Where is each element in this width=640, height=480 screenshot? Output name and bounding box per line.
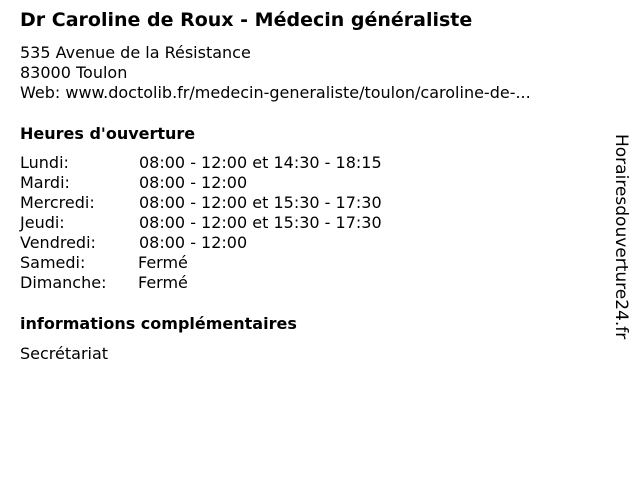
day-hours: 08:00 - 12:00 xyxy=(139,233,248,252)
info-heading: informations complémentaires xyxy=(20,314,297,333)
day-hours: Fermé xyxy=(138,253,188,272)
day-label: Dimanche: xyxy=(20,273,107,292)
info-text: Secrétariat xyxy=(20,344,109,363)
address-web: Web: www.doctolib.fr/medecin-generaliste/toulon/caroline-de-... xyxy=(20,83,531,102)
day-hours: 08:00 - 12:00 et 15:30 - 17:30 xyxy=(139,213,382,232)
day-hours: Fermé xyxy=(138,273,188,292)
day-label: Jeudi: xyxy=(20,213,65,232)
day-hours: 08:00 - 12:00 et 15:30 - 17:30 xyxy=(139,193,382,212)
address-street: 535 Avenue de la Résistance xyxy=(20,43,251,62)
page-title: Dr Caroline de Roux - Médecin généraliste xyxy=(20,9,473,31)
day-hours: 08:00 - 12:00 et 14:30 - 18:15 xyxy=(139,153,382,172)
day-hours: 08:00 - 12:00 xyxy=(139,173,248,192)
site-watermark: Horairesdouverture24.fr xyxy=(611,134,631,340)
address-block xyxy=(20,43,531,103)
day-label: Lundi: xyxy=(20,153,69,172)
day-label: Mercredi: xyxy=(20,193,95,212)
day-label: Samedi: xyxy=(20,253,86,272)
day-label: Vendredi: xyxy=(20,233,96,252)
hours-heading: Heures d'ouverture xyxy=(20,124,196,143)
day-label: Mardi: xyxy=(20,173,70,192)
address-city: 83000 Toulon xyxy=(20,63,128,82)
